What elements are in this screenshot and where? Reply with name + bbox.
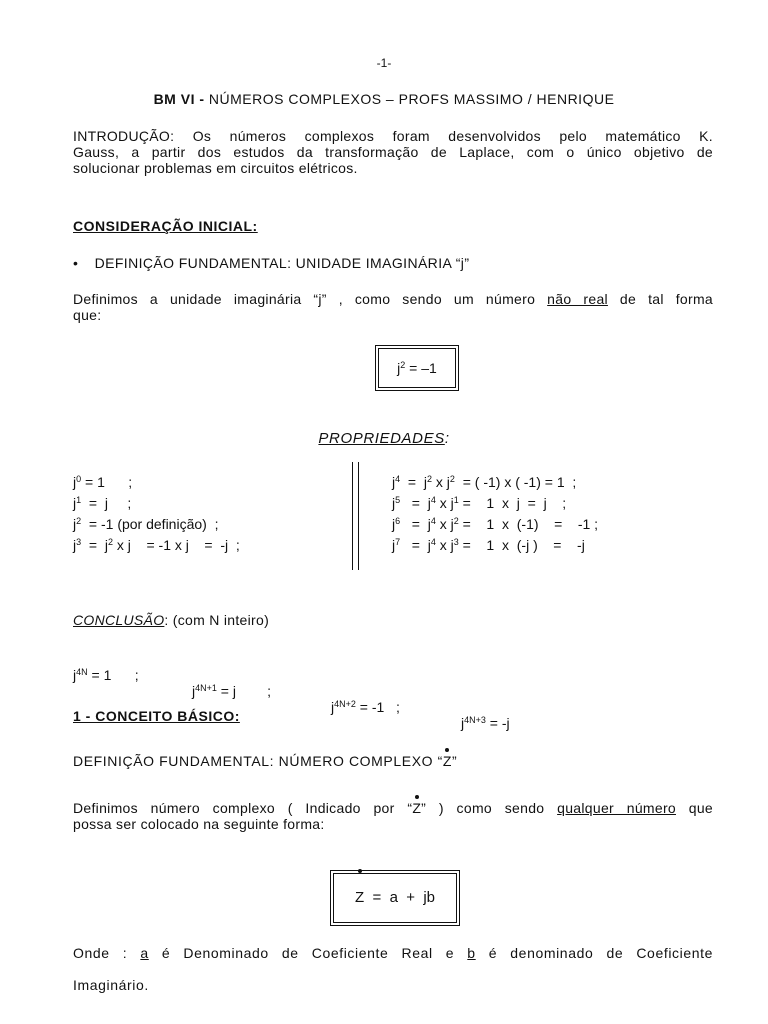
- right-prop-0: $j^4 = j^2$ x $j^2$ = ( -1) x ( -1) = 1 ;: [392, 474, 577, 490]
- onde-line-1: Onde : a é Denominado de Coeficiente Real e b é denominado de Coeficiente: [73, 945, 713, 961]
- properties-title-colon: :: [444, 430, 450, 447]
- right-prop-2: $j^6 = j^4$ x $j^2$ = 1 x (-1) = -1 ;: [392, 516, 599, 532]
- unit-definition-paragraph: [73, 291, 713, 323]
- onde-a: a: [140, 945, 149, 961]
- complex-z-symbol: Z: [442, 753, 453, 769]
- complex-def-text: DEFINIÇÃO FUNDAMENTAL: NÚMERO COMPLEXO “: [73, 753, 443, 769]
- box2-rest: = a + jb: [364, 889, 436, 906]
- page-number: -1-: [376, 56, 392, 70]
- unit-definition-line-2: que:: [73, 307, 102, 323]
- section-heading-basic: 1 - CONCEITO BÁSICO:: [73, 708, 240, 724]
- box1-exponent: 2: [400, 360, 406, 370]
- left-prop-3: $j^3 = j^2$ x j = -1 x j = -j ;: [73, 537, 240, 553]
- onde-b: b: [467, 945, 476, 961]
- unit-def-after: de tal forma: [607, 291, 714, 307]
- left-prop-2: $j^2 = -1$ (por definição) ;: [73, 516, 219, 532]
- document-header: [0, 91, 768, 107]
- onde-paragraph: [73, 945, 713, 993]
- conclusion-item-3: $j^{4N+3} = -j$: [461, 715, 510, 731]
- box1-base: j: [397, 360, 401, 376]
- complex-def-line-1: Definimos número complexo ( Indicado por “Z” ) como sendo qualquer número que: [73, 800, 713, 816]
- conclusion-item-1: $j^{4N+1} = j$ ;: [192, 683, 271, 699]
- complex-def-underlined: qualquer número: [557, 800, 676, 816]
- conclusion-item-0: $j^{4N} = 1$ ;: [73, 667, 139, 683]
- complex-form-formula-box: [333, 873, 457, 923]
- complex-def-line-2: possa ser colocado na seguinte forma:: [73, 816, 325, 832]
- conclusion-rest: : (com N inteiro): [164, 612, 270, 628]
- right-prop-3: $j^7 = j^4$ x $j^3$ = 1 x (-j ) = -j: [392, 537, 585, 553]
- complex-definition-heading: [73, 753, 457, 769]
- left-prop-0: $j^0 = 1$ ;: [73, 474, 133, 490]
- header-title: NÚMEROS COMPLEXOS – PROFS MASSIMO / HENRIQUE: [208, 91, 615, 107]
- right-properties: [392, 472, 598, 556]
- intro-line-3: solucionar problemas em circuitos elétricos.: [73, 160, 358, 176]
- properties-divider-left: [352, 462, 353, 570]
- bullet-item: [73, 255, 469, 271]
- intro-line-2: Gauss, a partir dos estudos da transformação de Laplace, com o único objetivo de: [73, 144, 713, 160]
- intro-line-1: INTRODUÇÃO: Os números complexos foram desenvolvidos pelo matemático K.: [73, 128, 713, 144]
- conclusion-label: CONCLUSÃO: [73, 612, 165, 628]
- box2-z-symbol: Z: [355, 874, 364, 922]
- left-properties: [73, 472, 240, 556]
- onde-line-2: Imaginário.: [73, 977, 149, 993]
- header-code: BM VI -: [153, 91, 205, 107]
- left-prop-1: $j^1 = j$ ;: [73, 495, 132, 511]
- bullet-icon: •: [73, 255, 79, 271]
- unit-def-text: Definimos a unidade imaginária “j” , como sendo um número: [73, 291, 548, 307]
- complex-definition-paragraph: [73, 800, 713, 832]
- section-heading-initial: CONSIDERAÇÃO INICIAL:: [73, 218, 258, 234]
- imaginary-unit-formula-box: [378, 348, 456, 388]
- conclusion-heading: [73, 612, 269, 628]
- box1-rest: = –1: [405, 360, 437, 376]
- complex-def-close: ”: [452, 753, 458, 769]
- properties-title: [0, 430, 768, 447]
- bullet-text: DEFINIÇÃO FUNDAMENTAL: UNIDADE IMAGINÁRIA “j”: [94, 255, 470, 271]
- intro-paragraph: [73, 128, 713, 176]
- unit-def-underlined: não real: [547, 291, 608, 307]
- complex-def-z: Z: [412, 800, 422, 816]
- unit-definition-line-1: [73, 291, 713, 307]
- properties-title-text: PROPRIEDADES: [318, 430, 445, 447]
- properties-divider-right: [358, 462, 359, 570]
- conclusion-item-2: $j^{4N+2} = -1$ ;: [331, 699, 400, 715]
- right-prop-1: $j^5 = j^4$ x $j^1$ = 1 x j = j ;: [392, 495, 567, 511]
